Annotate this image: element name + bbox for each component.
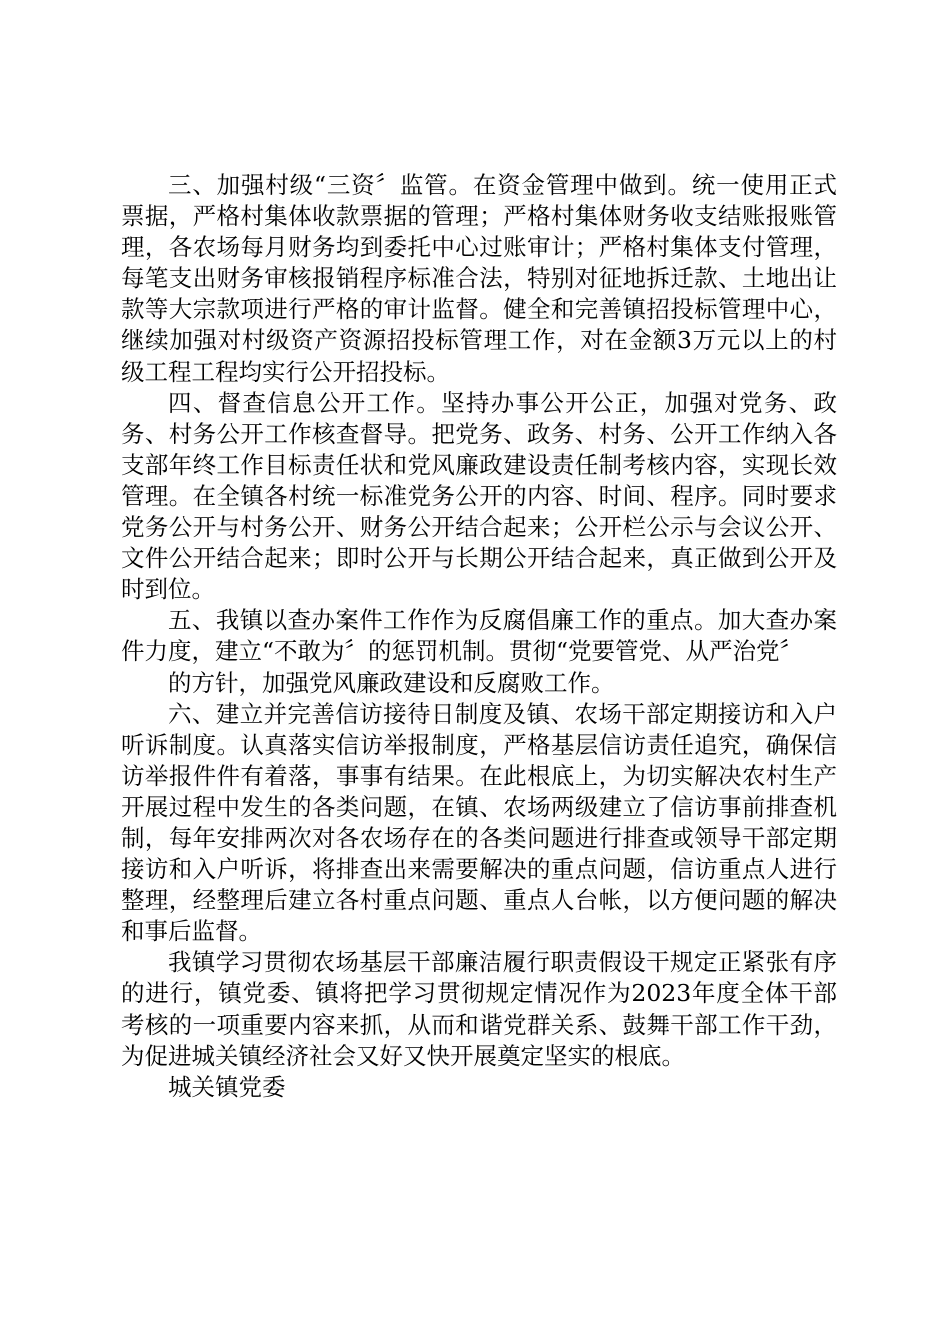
paragraph-study-regulations: 我镇学习贯彻农场基层干部廉洁履行职责假设干规定正紧张有序的进行，镇党委、镇将把学习贯彻规定情况作为2023年度全体干部考核的一项重要内容来抓，从而和谐党群关系、鼓舞干部工作干劲，为促进城关镇经济社会又好又快开展奠定坚实的根底。 [121,948,837,1070]
signature-party-committee: 城关镇党委 [168,1072,286,1101]
paragraph-info-disclosure: 四、督查信息公开工作。坚持办事公开公正，加强对党务、政务、村务公开工作核查督导。把党务、政务、村务、公开工作纳入各支部年终工作目标责任状和党风廉政建设责任制考核内容，实现长效管理。在全镇各村统一标准党务公开的内容、时间、程序。同时要求党务公开与村务公开、财务公开结合起来；公开栏公示与会议公开、文件公开结合起来；即时公开与长期公开结合起来，真正做到公开及时到位。 [121,388,837,604]
paragraph-petition-system: 六、建立并完善信访接待日制度及镇、农场干部定期接访和入户听诉制度。认真落实信访举报制度，严格基层信访责任追究，确保信访举报件件有着落，事事有结果。在此根底上，为切实解决农村生产开展过程中发生的各类问题，在镇、农场两级建立了信访事前排查机制，每年安排两次对各农场存在的各类问题进行排查或领导干部定期接访和入户听诉，将排查出来需要解决的重点问题，信访重点人进行整理，经整理后建立各村重点问题、重点人台帐，以方便问题的解决和事后监督。 [121,699,837,946]
paragraph-policy-line: 的方针，加强党风廉政建设和反腐败工作。 [168,668,615,697]
paragraph-case-handling: 五、我镇以查办案件工作作为反腐倡廉工作的重点。加大查办案件力度，建立“不敢为〞的惩罚机制。贯彻“党要管党、从严治党〞 [121,606,837,666]
document-body [121,170,837,1103]
paragraph-three-assets: 三、加强村级“三资〞监管。在资金管理中做到。统一使用正式票据，严格村集体收款票据的管理；严格村集体财务收支结账报账管理，各农场每月财务均到委托中心过账审计；严格村集体支付管理，每笔支出财务审核报销程序标准合法，特别对征地拆迁款、土地出让款等大宗款项进行严格的审计监督。健全和完善镇招投标管理中心，继续加强对村级资产资源招投标管理工作，对在金额3万元以上的村级工程工程均实行公开招投标。 [121,171,837,386]
